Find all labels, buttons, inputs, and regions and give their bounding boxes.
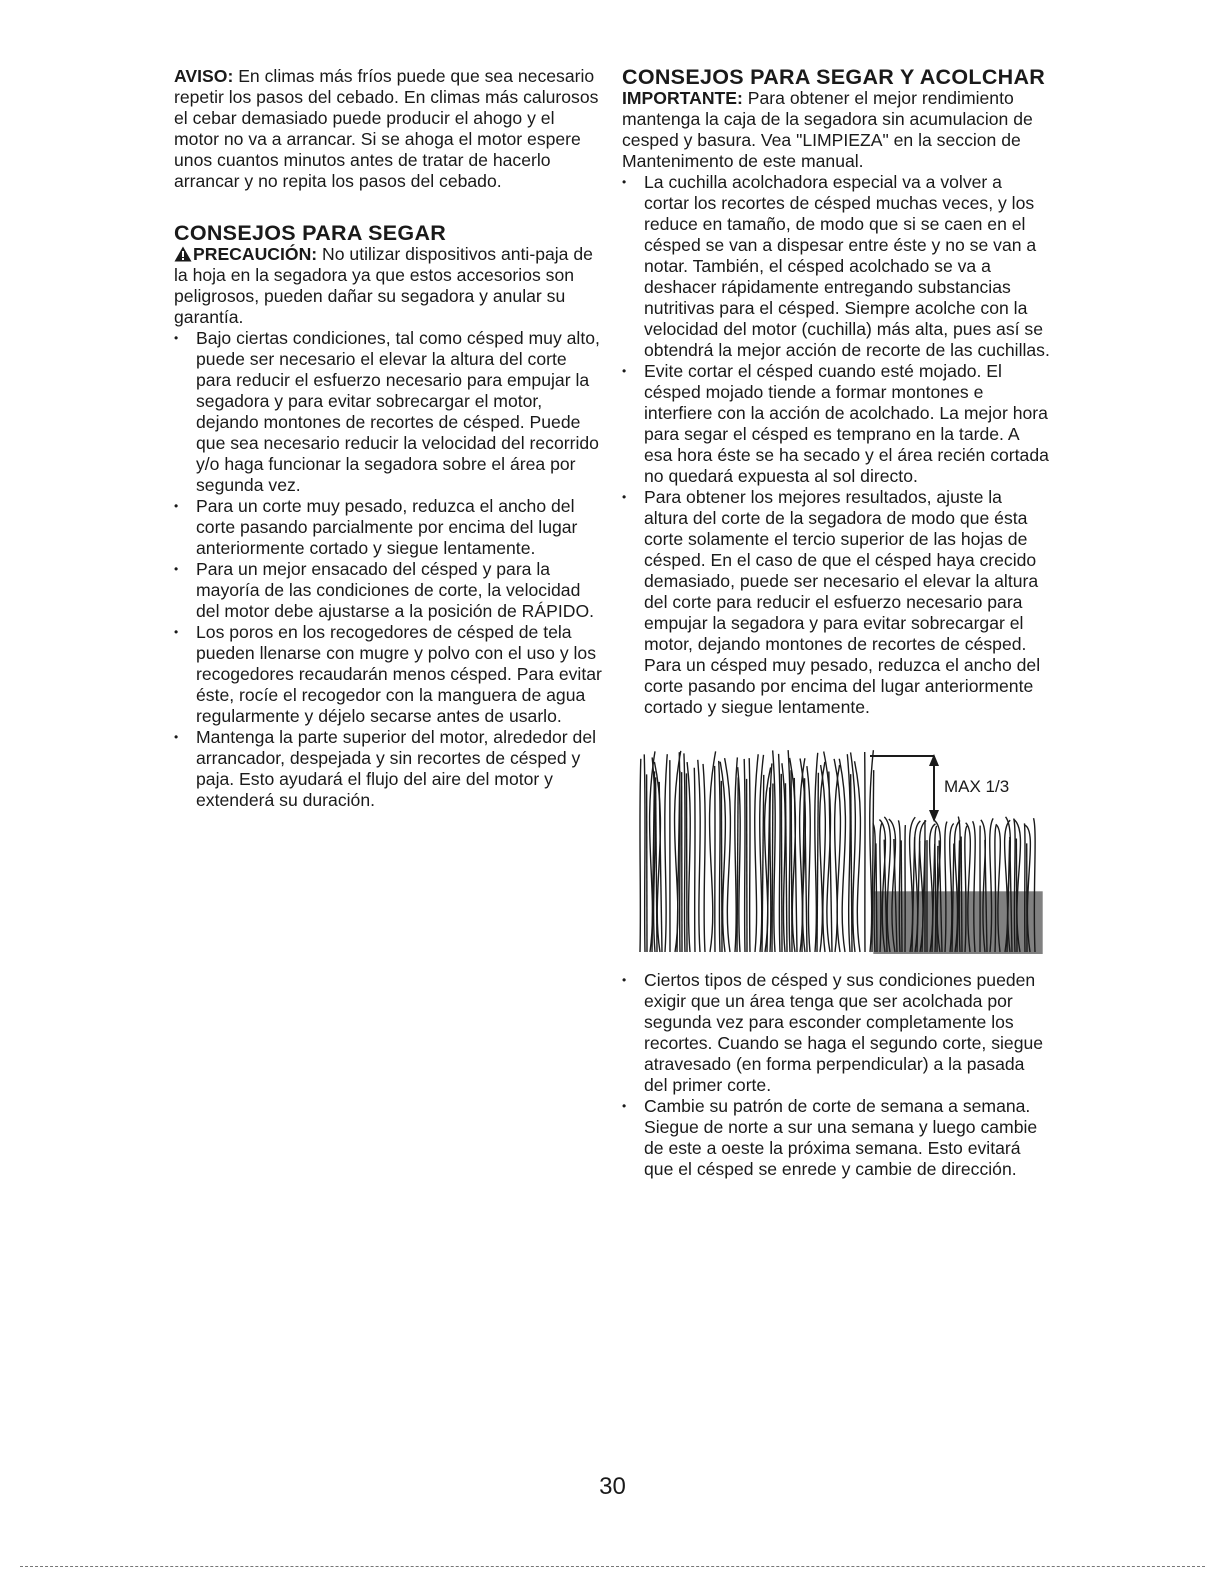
right-bullet-list-top xyxy=(622,172,1050,718)
grass-blade xyxy=(847,754,850,952)
page-number: 30 xyxy=(599,1473,626,1500)
grass-blade xyxy=(762,775,764,952)
max-one-third-label: MAX 1/3 xyxy=(944,777,1010,796)
list-item: • Evite cortar el césped cuando esté mojado. El césped mojado tiende a formar montones e interfiere con la acción de acolchado. La mejor hora para segar el césped es temprano en la tarde. A esa hora éste se ha secado y el área recién cortada no quedará expuesta al sol directo. xyxy=(622,361,1050,487)
grass-blade xyxy=(703,764,705,952)
left-bullet-list xyxy=(174,328,602,811)
list-item: • Cambie su patrón de corte de semana a semana. Siegue de norte a sur una semana y luego cambie de este a oeste la próxima semana. Esto evitará que el césped se enrede y cambie de dirección. xyxy=(622,1096,1050,1180)
grass-blade xyxy=(719,761,720,952)
aviso-paragraph xyxy=(174,66,602,192)
list-item: • Para un mejor ensacado del césped y para la mayoría de las condiciones de corte, la velocidad del motor debe ajustarse a la posición de RÁPIDO. xyxy=(174,559,602,622)
grass-blade xyxy=(807,766,810,952)
grass-blade xyxy=(805,778,807,952)
grass-blade xyxy=(640,759,641,952)
grass-blade xyxy=(788,750,790,952)
list-item: • Ciertos tipos de césped y sus condiciones pueden exigir que un área tenga que ser acolchada por segunda vez para esconder completamente los recortes. Cuando se haga el segundo corte, siegue atravesado (en forma perpendicular) a la pasada del primer corte. xyxy=(622,970,1050,1096)
mowing-tips-heading: CONSEJOS PARA SEGAR xyxy=(174,221,447,245)
grass-blade xyxy=(725,758,731,952)
list-item: • Para obtener los mejores resultados, ajuste la altura del corte de la segadora de modo que ésta corte solamente el tercio superior de las hojas de césped. En el caso de que el césped haya crecido demasiado, puede ser necesario el elevar la altura del corte para reducir el esfuerzo necesario para empujar la segadora y para evitar sobrecargar el motor, dejando montones de recortes de césped. Para un césped muy pesado, reduzca el ancho del corte pasando por encima del lugar anteriormente cortado y siegue lentamente. xyxy=(622,487,1050,718)
importante-paragraph xyxy=(622,88,1050,172)
grass-blade xyxy=(686,773,687,952)
importante-text: Para obtener el mejor rendimiento mantenga la caja de la segadora sin acumulacion de cesped y basura. Vea "LIMPIEZA" en la seccion de Mantenimento de este manual. xyxy=(622,88,1033,171)
aviso-label: AVISO: xyxy=(174,66,234,86)
grass-blade xyxy=(679,752,680,952)
grass-cut-height-figure xyxy=(634,742,1044,954)
grass-blade xyxy=(851,774,852,952)
grass-blade xyxy=(791,770,792,952)
warning-triangle-icon xyxy=(174,246,192,262)
list-item: • Bajo ciertas condiciones, tal como césped muy alto, puede ser necesario el elevar la altura del corte para reducir el esfuerzo necesario para empujar la segadora y para evitar sobrecargar el motor, dejando montones de recortes de césped. Puede que sea necesario reducir la velocidad del recorrido y/o haga funcionar la segadora sobre el área por segunda vez. xyxy=(174,328,602,496)
grass-blade xyxy=(694,768,695,952)
grass-blade xyxy=(781,774,782,952)
importante-label: IMPORTANTE: xyxy=(622,88,743,108)
grass-blade xyxy=(684,753,685,952)
left-column xyxy=(174,66,602,811)
list-item: • Para un corte muy pesado, reduzca el ancho del corte pasando parcialmente por encima del lugar anteriormente cortado y siegue lentamente. xyxy=(174,496,602,559)
grass-illustration xyxy=(634,742,1044,954)
mulching-tips-heading: CONSEJOS PARA SEGAR Y ACOLCHAR xyxy=(622,65,1046,89)
grass-blade xyxy=(785,783,787,952)
grass-blade xyxy=(698,760,700,952)
right-bullet-list-bottom xyxy=(622,970,1050,1180)
grass-blade xyxy=(744,759,745,952)
list-item: • Los poros en los recogedores de césped de tela pueden llenarse con mugre y polvo con el uso y los recogedores recaudarán menos césped. Para evitar éste, rocíe el recogedor con la manguera de agua regularmente y déjelo secarse antes de usarlo. xyxy=(174,622,602,727)
grass-blade xyxy=(755,754,758,952)
grass-blade xyxy=(779,754,781,952)
list-item: • La cuchilla acolchadora especial va a volver a cortar los recortes de césped muchas veces, y los reduce en tamaño, de modo que si se caen en el césped se van a dispesar entre éste y no se van a notar. También, el césped acolchado se va a deshacer rápidamente entregando substancias nutritivas para el césped. Siempre acolche con la velocidad del motor (cuchilla) más alta, pues así se obtendrá la mejor acción de recorte de las cuchillas. xyxy=(622,172,1050,361)
precaucion-paragraph xyxy=(174,244,602,328)
grass-blade xyxy=(737,777,738,952)
grass-blade xyxy=(772,783,773,952)
grass-blade xyxy=(721,781,722,952)
list-item: • Mantenga la parte superior del motor, alrededor del arrancador, despejada y sin recortes de césped y paja. Esto ayudará el flujo del aire del motor y extenderá su duración. xyxy=(174,727,602,811)
grass-blade xyxy=(749,758,750,952)
cut-grass-shading xyxy=(874,892,1042,954)
precaucion-label: PRECAUCIÓN: xyxy=(193,244,318,264)
right-column xyxy=(622,66,1050,1180)
precaucion-text: No utilizar dispositivos anti-paja de la hoja en la segadora ya que estos accesorios son peligrosos, pueden dañar su segadora y anular su garantía. xyxy=(174,244,593,327)
grass-blade xyxy=(656,777,657,952)
grass-blade xyxy=(817,773,818,952)
aviso-text: En climas más fríos puede que sea necesario repetir los pasos del cebado. En climas más calurosos el cebar demasiado puede producir el ahogo y el motor no va a arrancar. Si se ahoga el motor espere unos cuantos minutos antes de tratar de hacerlo arrancar y no repita los pasos del cebado. xyxy=(174,66,599,191)
grass-blade xyxy=(855,761,861,952)
grass-blade xyxy=(665,754,667,952)
grass-blade xyxy=(644,754,645,952)
page-bottom-rule xyxy=(20,1566,1205,1567)
